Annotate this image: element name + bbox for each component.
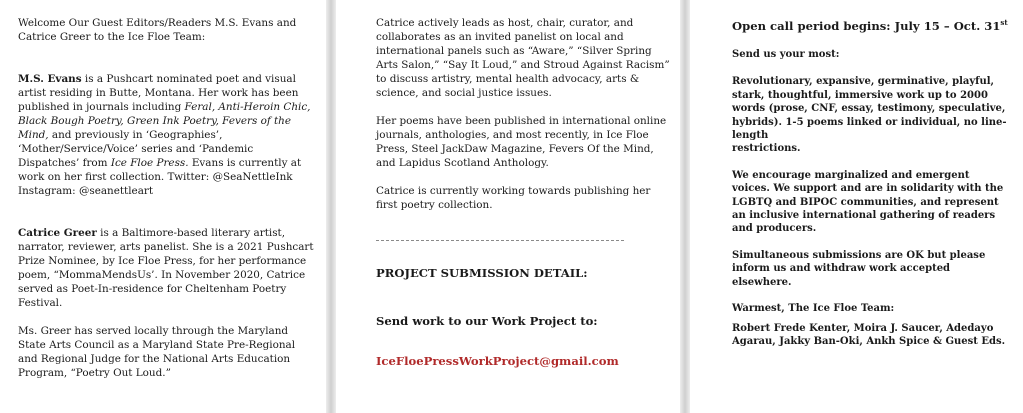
- greer-bio: [18, 226, 316, 310]
- evans-name: M.S. Evans: [18, 73, 82, 85]
- team-names: Robert Frede Kenter, Moira J. Saucer, Adedayo Agarau, Jakky Ban-Oki, Ankh Spice & Guest Eds.: [732, 322, 1006, 347]
- page-gutter-left: [326, 0, 336, 413]
- evans-bio-text-2: and previously in ‘Geographies’, ‘Mother/Service/Voice’ series and ‘Pandemic Dispatches’ from: [18, 129, 254, 169]
- evans-press: Ice Floe Press.: [110, 157, 189, 169]
- encourage-paragraph: We encourage marginalized and emergent voices. We support and are in solidarity with the LGBTQ and BIPOC communities, and represent an inclusive international gathering of readers and producers.: [732, 169, 1004, 235]
- restrictions-line: restrictions.: [732, 143, 801, 155]
- open-call-title: [732, 18, 1009, 34]
- catrice-poems-paragraph: Her poems have been published in international online journals, anthologies, and most recently, in Ice Floe Press, Steel JackDaw Magazine, Fevers Of the Mind, and Lapidus Scotland Anthology.: [376, 115, 667, 169]
- greer-name: Catrice Greer: [18, 227, 97, 239]
- page-right: [690, 0, 1023, 413]
- send-most-label: Send us your most:: [732, 49, 840, 60]
- open-call-superscript: st: [1000, 18, 1008, 28]
- catrice-collection-paragraph: Catrice is currently working towards publishing her first poetry collection.: [376, 185, 651, 211]
- qualities-paragraph: Revolutionary, expansive, germinative, playful, stark, thoughtful, immersive work up to 2000 words (prose, CNF, essay, testimony, speculative, hybrids). 1-5 poems linked or individual, no line-length: [732, 76, 1007, 142]
- submission-heading: PROJECT SUBMISSION DETAIL:: [376, 266, 588, 280]
- page-left: [0, 0, 326, 413]
- greer-bio-text: is a Baltimore-based literary artist, narrator, reviewer, arts panelist. She is a 2021 Pushcart Prize Nominee, by Ice Floe Press, for her performance poem, “MommaMendsUs’. In November 2020, Catrice served as Poet-In-residence for Cheltenham Poetry Festival.: [18, 227, 314, 309]
- evans-journals: Feral, Anti-Heroin Chic, Black Bough Poetry, Green Ink Poetry, Fevers of the Mind,: [18, 101, 311, 141]
- open-call-text: Open call period begins: July 15 – Oct. 31: [732, 19, 1001, 33]
- welcome-paragraph: Welcome Our Guest Editors/Readers M.S. Evans and Catrice Greer to the Ice Floe Team:: [18, 17, 297, 43]
- evans-bio-text-1: is a Pushcart nominated poet and visual artist residing in Butte, Montana. Her work has been published in journals including: [18, 73, 299, 113]
- submission-email-link[interactable]: IceFloePressWorkProject@gmail.com: [376, 354, 619, 368]
- evans-bio: [18, 72, 316, 198]
- simultaneous-paragraph: Simultaneous submissions are OK but please inform us and withdraw work accepted elsewhere.: [732, 249, 986, 288]
- greer-bio-continued: Ms. Greer has served locally through the Maryland State Arts Council as a Maryland State Pre-Regional and Regional Judge for the National Arts Education Program, “Poetry Out Loud.”: [18, 325, 296, 379]
- warmest-line: Warmest, The Ice Floe Team:: [732, 303, 895, 315]
- evans-bio-text-3: Evans is currently at work on her first collection. Twitter: @SeaNettleInk Instagram: @seanettleart: [18, 157, 302, 197]
- page-gutter-right: [680, 0, 690, 413]
- page-middle: [336, 0, 680, 413]
- send-work-label: Send work to our Work Project to:: [376, 314, 598, 328]
- catrice-panels-paragraph: Catrice actively leads as host, chair, curator, and collaborates as an invited panelist on local and international panels such as “Aware,” “Silver Spring Arts Salon,” “Say It Loud,” and Stroud Against Racism” to discuss artistry, mental health advocacy, arts & science, and social justice issues.: [376, 17, 670, 99]
